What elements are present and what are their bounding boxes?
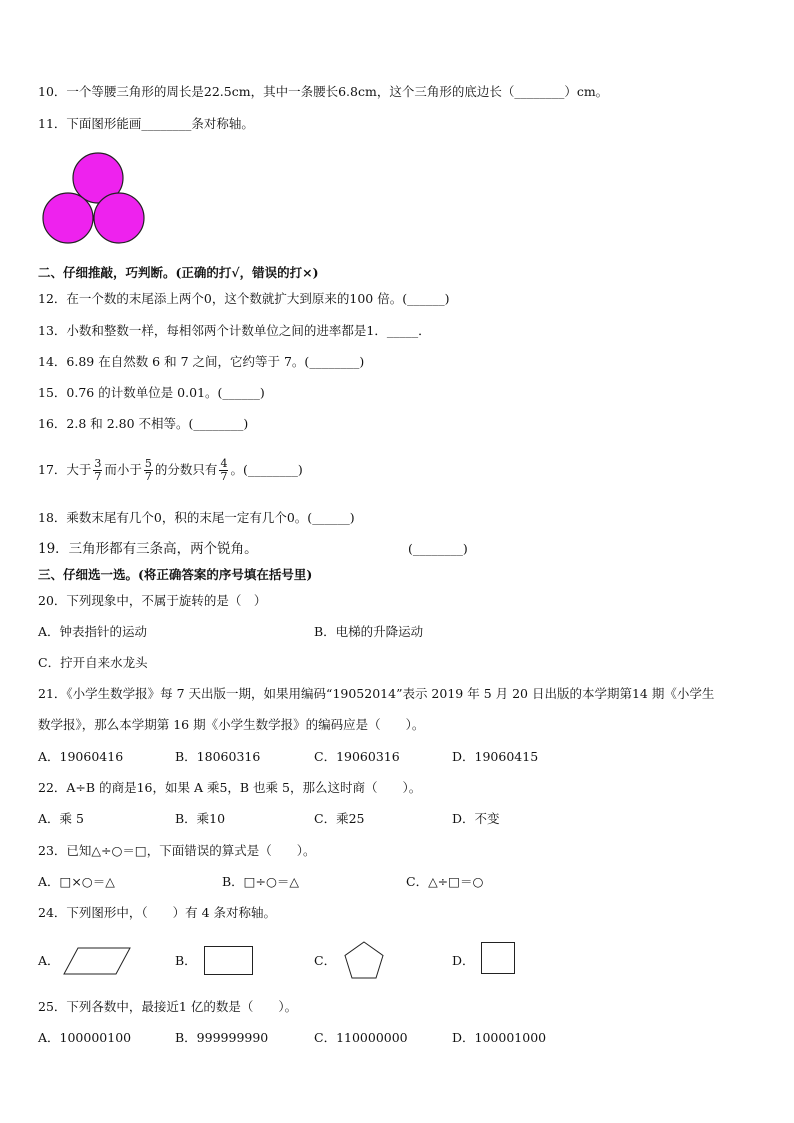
q17-prefix: 17．大于 [38, 462, 92, 477]
q25-option-c: C．110000000 [314, 1030, 408, 1045]
fraction-5-7: $\frac{5}{7}$ [144, 457, 152, 483]
q21-option-c: C．19060316 [314, 749, 400, 764]
q22-option-d: D．不变 [452, 811, 500, 826]
q24-option-c: C． [314, 953, 337, 968]
q22-option-c: C．乘25 [314, 811, 365, 826]
q23-option-b: B．□÷○＝△ [222, 874, 299, 889]
q25-option-a: A．100000100 [38, 1030, 132, 1045]
question-12: 12．在一个数的末尾添上两个0，这个数就扩大到原来的100 倍。(______) [38, 291, 450, 306]
section-2-heading: 二、仔细推敲，巧判断。(正确的打√，错误的打×) [38, 265, 319, 280]
fraction-3-7: $\frac{3}{7}$ [94, 457, 102, 483]
q23-option-a: A．□×○＝△ [38, 874, 115, 889]
question-22: 22．A÷B 的商是16，如果 A 乘5，B 也乘 5，那么这时商（ ）。 [38, 780, 422, 795]
question-23: 23．已知△÷○＝□，下面错误的算式是（ ）。 [38, 843, 316, 858]
q21-option-b: B．18060316 [175, 749, 261, 764]
question-20: 20．下列现象中，不属于旋转的是（ ） [38, 593, 267, 608]
q17-mid1: 而小于 [104, 462, 142, 477]
q24-option-b: B． [175, 953, 197, 968]
fraction-4-7: $\frac{4}{7}$ [220, 457, 228, 483]
question-11: 11．下面图形能画________条对称轴。 [38, 116, 254, 131]
q20-option-a: A．钟表指针的运动 [38, 624, 148, 639]
question-21-line1: 21．《小学生数学报》每 7 天出版一期，如果用编码“19052014”表示 2019 年 5 月 20 日出版的本学期第14 期《小学生 [38, 686, 715, 701]
q17-suffix: 。(________) [230, 462, 303, 477]
question-19-blank: (________) [408, 541, 468, 556]
rectangle-shape [203, 945, 255, 977]
q24-option-d: D． [452, 953, 475, 968]
q24-option-a: A． [38, 953, 60, 968]
question-21-line2: 数学报》，那么本学期第 16 期《小学生数学报》的编码应是（ ）。 [38, 717, 425, 732]
q22-option-a: A．乘 5 [38, 811, 84, 826]
question-15: 15．0.76 的计数单位是 0.01。(______) [38, 385, 265, 400]
question-18: 18．乘数末尾有几个0，积的末尾一定有几个0。(______) [38, 510, 355, 525]
square-shape [480, 941, 518, 977]
three-circles-figure [38, 148, 150, 248]
question-14: 14．6.89 在自然数 6 和 7 之间，它约等于 7。(________) [38, 354, 365, 369]
question-10: 10．一个等腰三角形的周长是22.5cm，其中一条腰长6.8cm，这个三角形的底边长（________）cm。 [38, 84, 609, 99]
q20-option-c: C．拧开自来水龙头 [38, 655, 148, 670]
q20-option-b: B．电梯的升降运动 [314, 624, 424, 639]
right-circle [94, 193, 144, 243]
q21-option-a: A．19060416 [38, 749, 124, 764]
q25-option-d: D．100001000 [452, 1030, 547, 1045]
question-17 [38, 452, 303, 488]
question-13: 13．小数和整数一样，每相邻两个计数单位之间的进率都是1．_____． [38, 323, 431, 338]
left-circle [43, 193, 93, 243]
q23-option-c: C．△÷□＝○ [406, 874, 484, 889]
q22-option-b: B．乘10 [175, 811, 226, 826]
parallelogram-shape [62, 946, 132, 976]
pentagon-shape [342, 940, 386, 980]
q21-option-d: D．19060415 [452, 749, 539, 764]
section-3-heading: 三、仔细选一选。(将正确答案的序号填在括号里) [38, 567, 313, 582]
question-16: 16．2.8 和 2.80 不相等。(________) [38, 416, 249, 431]
question-24: 24．下列图形中，（ ）有 4 条对称轴。 [38, 905, 277, 920]
question-25: 25．下列各数中，最接近1 亿的数是（ ）。 [38, 999, 298, 1014]
q17-mid2: 的分数只有 [154, 462, 218, 477]
question-19: 19．三角形都有三条高，两个锐角。 [38, 541, 258, 557]
q25-option-b: B．999999990 [175, 1030, 269, 1045]
